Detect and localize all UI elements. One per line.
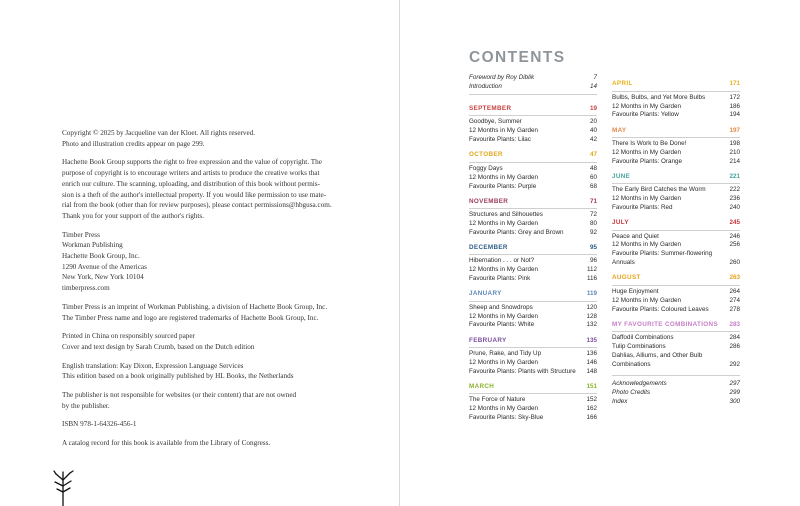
copyright-line: rial from the book (other than for review purposes), please contact permissions@hbgusa.com. (62, 201, 332, 210)
contents-section (469, 284, 597, 330)
contents-entry (612, 94, 740, 103)
entry-page-number: 48 (589, 164, 597, 172)
entry-title: Favourite Plants: Red (612, 204, 673, 212)
section-heading (469, 244, 597, 255)
contents-entry (469, 211, 597, 220)
copyright-line: The publisher is not responsible for websites (or their content) that are not owned (62, 391, 297, 400)
entry-title: 12 Months in My Garden (612, 102, 681, 110)
entry-title: Tulip Combinations (612, 342, 666, 350)
entry-title: Foggy Days (469, 164, 503, 172)
entry-page-number: 194 (729, 111, 740, 119)
section-page-number: 19 (589, 105, 597, 112)
copyright-line: A catalog record for this book is available from the Library of Congress. (62, 439, 271, 448)
entry-title: Foreword by Roy Diblik (469, 74, 535, 81)
entry-title: Acknowledgements (612, 379, 667, 387)
entry-page-number: 136 (586, 349, 597, 357)
copyright-line: New York, New York 10104 (62, 273, 144, 282)
copyright-line: purpose of copyright is to encourage writers and artists to produce the creative works that (62, 169, 320, 178)
entry-title: There Is Work to Be Done! (612, 139, 687, 147)
entry-page-number: 299 (729, 388, 740, 396)
entry-page-number: 264 (729, 287, 740, 295)
contents-entry (469, 275, 597, 284)
section-name: AUGUST (612, 274, 641, 282)
entry-page-number: 7 (593, 74, 597, 81)
section-name: MY FAVOURITE COMBINATIONS (612, 320, 719, 328)
entry-title: Photo Credits (612, 388, 651, 396)
section-heading (612, 321, 740, 332)
contents-entry (612, 149, 740, 158)
contents-entry (612, 352, 740, 370)
contents-entry (469, 127, 597, 136)
contents-entry (612, 288, 740, 297)
entry-title: Favourite Plants: Coloured Leaves (612, 305, 709, 313)
copyright-line: Timber Press (62, 230, 100, 239)
contents-entry (612, 241, 740, 250)
entry-title: 12 Months in My Garden (612, 296, 681, 304)
copyright-line: sion is a theft of the author's intellectual property. If you would like permission to use mate- (62, 190, 327, 199)
copyright-paragraph (62, 302, 342, 323)
contents-section (469, 330, 597, 376)
section-name: SEPTEMBER (469, 105, 512, 112)
copyright-line: This edition based on a book originally published by HL Books, the Netherlands (62, 372, 294, 381)
section-heading (612, 80, 740, 91)
contents-entry (612, 204, 740, 213)
entry-page-number: 68 (589, 182, 597, 190)
entry-title: Favourite Plants: Purple (469, 182, 537, 190)
contents-section (612, 213, 740, 268)
contents-entry (469, 313, 597, 322)
entry-title: 12 Months in My Garden (469, 127, 538, 135)
entry-title: 12 Months in My Garden (612, 241, 681, 249)
contents-entry (469, 359, 597, 368)
section-name: APRIL (612, 80, 633, 88)
divider (612, 375, 740, 376)
copyright-line: Photo and illustration credits appear on page 299. (62, 139, 205, 148)
copyright-line: by the publisher. (62, 401, 110, 410)
contents-entry (612, 343, 740, 352)
copyright-line: timberpress.com (62, 284, 110, 293)
entry-title: 12 Months in My Garden (469, 266, 538, 274)
contents-entry (612, 103, 740, 112)
entry-page-number: 256 (729, 241, 740, 249)
copyright-paragraph (62, 438, 342, 449)
contents-entry (469, 136, 597, 145)
section-heading (469, 151, 597, 162)
section-heading (612, 173, 740, 184)
entry-title: Peace and Quiet (612, 232, 659, 240)
contents-entry (612, 389, 740, 398)
copyright-paragraph (62, 230, 342, 294)
contents-entry (469, 229, 597, 238)
contents-entry (469, 257, 597, 266)
entry-title: Dahlias, Alliums, and Other Bulb Combinations (612, 351, 703, 368)
copyright-line: 1290 Avenue of the Americas (62, 262, 147, 271)
entry-title: 12 Months in My Garden (469, 173, 538, 181)
entry-page-number: 92 (589, 228, 597, 236)
contents-entry (469, 83, 597, 92)
copyright-paragraph (62, 331, 342, 352)
copyright-paragraph (62, 157, 342, 221)
contents-entry (612, 297, 740, 306)
entry-title: Favourite Plants: Pink (469, 275, 531, 283)
contents-entry (612, 186, 740, 195)
divider (469, 94, 597, 95)
section-heading (469, 198, 597, 209)
entry-title: Bulbs, Bulbs, and Yet More Bulbs (612, 93, 706, 101)
section-name: MAY (612, 126, 627, 134)
entry-page-number: 120 (586, 303, 597, 311)
section-page-number: 119 (586, 290, 597, 298)
contents-entry (612, 306, 740, 315)
contents-section (469, 238, 597, 284)
contents-entry (469, 118, 597, 127)
copyright-line: Hachette Book Group, Inc. (62, 252, 140, 261)
entry-page-number: 210 (729, 148, 740, 156)
entry-page-number: 246 (729, 232, 740, 240)
copyright-paragraph (62, 419, 342, 430)
entry-title: The Early Bird Catches the Worm (612, 186, 706, 194)
entry-title: Favourite Plants: Lilac (469, 136, 531, 144)
entry-page-number: 40 (589, 127, 597, 135)
contents-section (612, 120, 740, 166)
section-heading (469, 337, 597, 348)
contents-entry (469, 396, 597, 405)
entry-page-number: 260 (729, 259, 740, 267)
entry-page-number: 42 (589, 136, 597, 144)
entry-title: Structures and Silhouettes (469, 211, 543, 219)
contents-section (469, 191, 597, 237)
contents-section (612, 268, 740, 314)
section-page-number: 283 (729, 320, 740, 328)
entry-page-number: 236 (729, 195, 740, 203)
entry-title: Hibernation . . . or Not? (469, 257, 535, 265)
entry-title: Goodbye, Summer (469, 118, 522, 126)
entry-page-number: 72 (589, 211, 597, 219)
entry-page-number: 198 (729, 139, 740, 147)
contents-entry (469, 74, 597, 83)
section-heading (612, 274, 740, 285)
contents-entry (469, 304, 597, 313)
section-page-number: 171 (729, 80, 740, 88)
entry-page-number: 278 (729, 305, 740, 313)
section-heading (469, 383, 597, 394)
entry-page-number: 172 (729, 93, 740, 101)
contents-entry (469, 165, 597, 174)
entry-title: Favourite Plants: Grey and Brown (469, 228, 564, 236)
entry-page-number: 240 (729, 204, 740, 212)
section-name: JULY (612, 219, 629, 227)
section-name: OCTOBER (469, 151, 503, 159)
entry-page-number: 300 (729, 397, 740, 405)
contents-entry (469, 414, 597, 423)
contents-section (612, 74, 740, 120)
entry-page-number: 146 (586, 358, 597, 366)
contents-entry (469, 174, 597, 183)
entry-title: Favourite Plants: Sky-Blue (469, 414, 544, 422)
copyright-line: Printed in China on responsibly sourced paper (62, 332, 195, 341)
copyright-paragraph (62, 390, 342, 411)
copyright-line: Copyright © 2025 by Jacqueline van der Kloet. All rights reserved. (62, 129, 256, 137)
contents-left-column (469, 74, 597, 423)
contents-entry (612, 380, 740, 389)
contents-entry (469, 368, 597, 377)
section-name: MARCH (469, 382, 495, 390)
section-heading (612, 127, 740, 138)
contents-right-column (612, 74, 740, 406)
section-heading (469, 105, 597, 116)
section-page-number: 245 (729, 219, 740, 227)
copyright-line: The Timber Press name and logo are registered trademarks of Hachette Book Group, Inc. (62, 313, 319, 322)
entry-title: Sheep and Snowdrops (469, 303, 533, 311)
entry-page-number: 284 (729, 334, 740, 342)
entry-page-number: 116 (586, 275, 597, 283)
section-page-number: 221 (729, 172, 740, 180)
section-heading (612, 219, 740, 230)
contents-section (612, 314, 740, 369)
section-page-number: 135 (586, 336, 597, 344)
entry-page-number: 214 (729, 157, 740, 165)
contents-entry (469, 183, 597, 192)
contents-section (469, 377, 597, 423)
section-page-number: 263 (729, 274, 740, 282)
section-name: FEBRUARY (469, 336, 507, 344)
copyright-line: Thank you for your support of the author's rights. (62, 211, 205, 220)
entry-page-number: 80 (589, 219, 597, 227)
copyright-line: enrich our culture. The scanning, uploading, and distribution of this book without permis- (62, 179, 320, 188)
entry-title: Favourite Plants: White (469, 321, 535, 329)
entry-page-number: 222 (729, 186, 740, 194)
copyright-line: ISBN 978-1-64326-456-1 (62, 420, 137, 429)
section-page-number: 47 (589, 151, 597, 159)
contents-entry (612, 111, 740, 120)
entry-title: 12 Months in My Garden (469, 358, 538, 366)
entry-page-number: 60 (589, 173, 597, 181)
entry-title: 12 Months in My Garden (469, 312, 538, 320)
entry-title: 12 Months in My Garden (612, 148, 681, 156)
entry-title: The Force of Nature (469, 396, 526, 404)
entry-title: 12 Months in My Garden (469, 405, 538, 413)
entry-page-number: 112 (586, 266, 597, 274)
contents-entry (469, 220, 597, 229)
copyright-page-text (62, 128, 342, 457)
entry-title: Huge Enjoyment (612, 287, 659, 295)
contents-entry (612, 195, 740, 204)
entry-title: Introduction (469, 82, 502, 90)
entry-page-number: 132 (586, 321, 597, 329)
contents-entry (612, 158, 740, 167)
entry-title: 12 Months in My Garden (612, 195, 681, 203)
contents-entry (469, 266, 597, 275)
section-name: NOVEMBER (469, 197, 509, 205)
contents-title: CONTENTS (469, 49, 566, 66)
copyright-line: Hachette Book Group supports the right to free expression and the value of copyright. The (62, 158, 322, 167)
contents-entry (612, 140, 740, 149)
contents-entry (469, 321, 597, 330)
section-page-number: 95 (589, 243, 597, 251)
copyright-line: Cover and text design by Sarah Crumb, based on the Dutch edition (62, 342, 255, 351)
entry-page-number: 14 (589, 82, 597, 90)
contents-entry (612, 398, 740, 407)
copyright-line: Timber Press is an imprint of Workman Publishing, a division of Hachette Book Group, Inc. (62, 302, 328, 311)
entry-page-number: 128 (586, 312, 597, 320)
entry-page-number: 20 (589, 118, 597, 126)
contents-entry (469, 405, 597, 414)
section-name: DECEMBER (469, 243, 508, 251)
entry-title: 12 Months in My Garden (469, 219, 538, 227)
entry-page-number: 186 (729, 102, 740, 110)
entry-title: Favourite Plants: Yellow (612, 111, 679, 119)
entry-page-number: 162 (586, 405, 597, 413)
copyright-paragraph (62, 361, 342, 382)
copyright-line: Workman Publishing (62, 241, 123, 250)
copyright-line: English translation: Kay Dixon, Expression Language Services (62, 361, 244, 370)
entry-page-number: 152 (586, 396, 597, 404)
section-heading (469, 290, 597, 301)
contents-section (469, 145, 597, 191)
entry-title: Favourite Plants: Plants with Structure (469, 367, 576, 375)
contents-entry (612, 233, 740, 242)
copyright-paragraph (62, 128, 342, 149)
entry-page-number: 96 (589, 257, 597, 265)
contents-entry (612, 250, 740, 268)
entry-title: Favourite Plants: Orange (612, 157, 683, 165)
section-name: JANUARY (469, 290, 502, 298)
entry-page-number: 286 (729, 342, 740, 350)
entry-title: Prune, Rake, and Tidy Up (469, 349, 542, 357)
section-page-number: 71 (589, 197, 597, 205)
publisher-logo-icon (50, 470, 76, 506)
contents-section (469, 99, 597, 145)
entry-title: Daffodil Combinations (612, 334, 674, 342)
page-gutter (399, 0, 400, 506)
section-name: JUNE (612, 172, 631, 180)
entry-page-number: 297 (729, 379, 740, 387)
contents-section (612, 167, 740, 213)
entry-page-number: 292 (729, 360, 740, 368)
contents-entry (469, 350, 597, 359)
contents-entry (612, 334, 740, 343)
section-page-number: 197 (729, 126, 740, 134)
entry-page-number: 274 (729, 296, 740, 304)
section-page-number: 151 (586, 382, 597, 390)
entry-title: Index (612, 397, 628, 405)
entry-page-number: 166 (586, 414, 597, 422)
entry-page-number: 148 (586, 367, 597, 375)
entry-title: Favourite Plants: Summer-flowering Annuals (612, 250, 713, 267)
